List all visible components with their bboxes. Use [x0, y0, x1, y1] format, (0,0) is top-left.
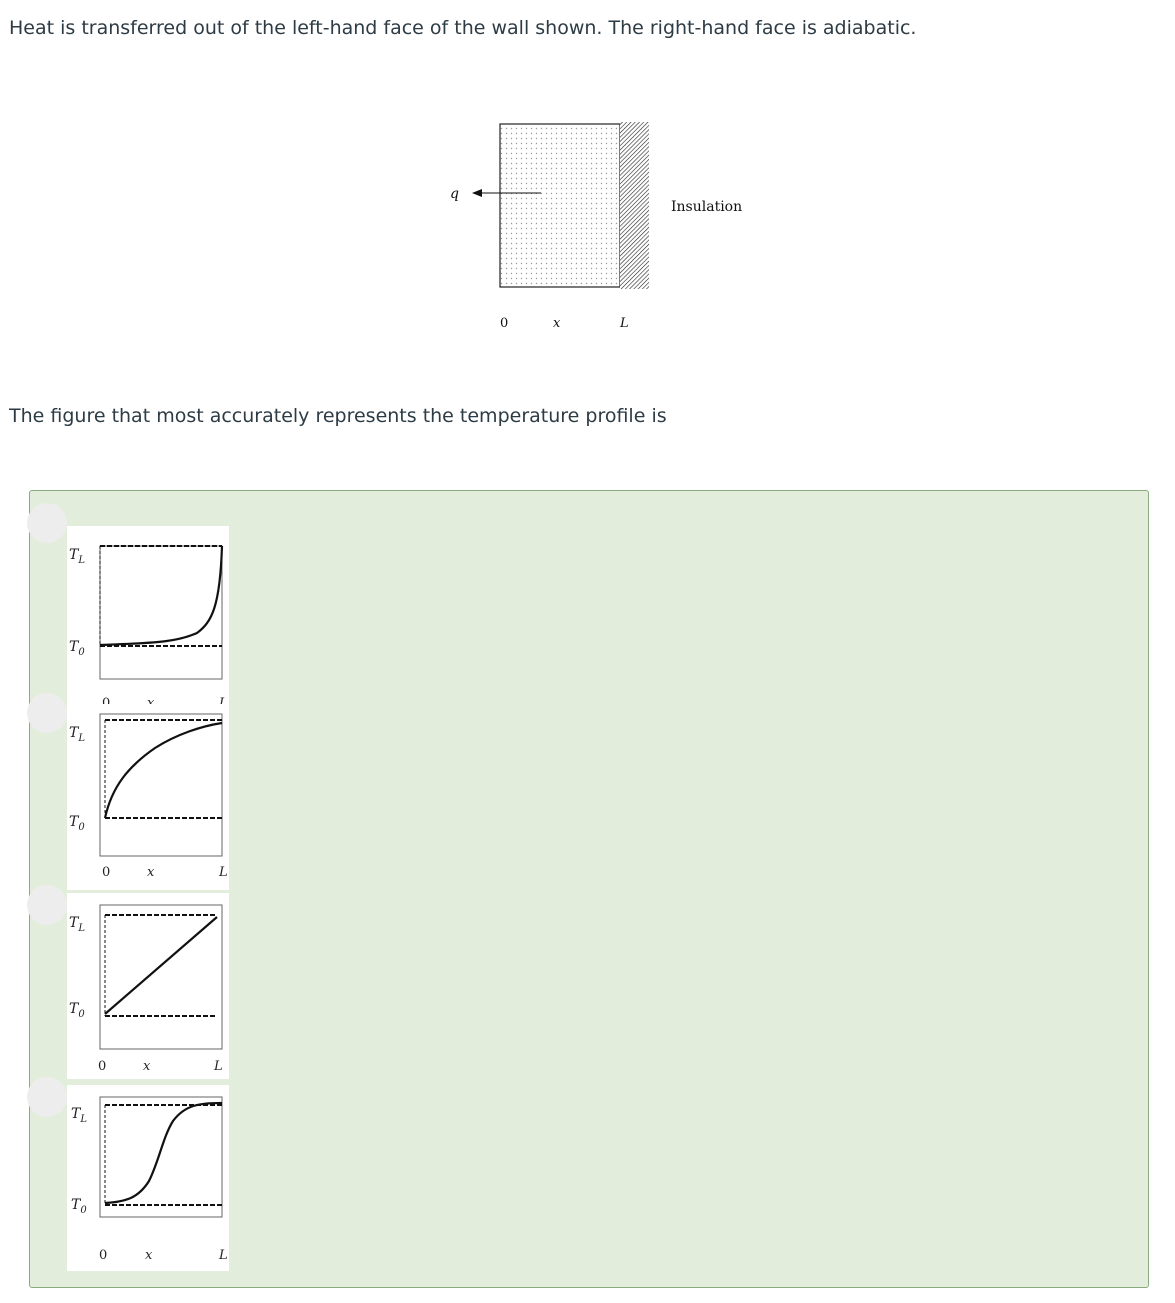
wall-axis-origin: 0 — [500, 316, 509, 331]
wall-diagram — [420, 112, 760, 342]
profile-curve — [105, 1103, 222, 1203]
question-stem: Heat is transferred out of the left-hand face of the wall shown. The right-hand face is adiabatic. — [9, 17, 917, 39]
temperature-plot — [67, 893, 229, 1079]
axis-end: L — [219, 865, 228, 880]
profile-curve — [105, 723, 222, 818]
label-T0: $T_0$ — [69, 1001, 85, 1020]
label-TL: $T_L$ — [69, 547, 85, 566]
temperature-plot — [67, 704, 229, 890]
radio-button[interactable] — [27, 885, 67, 925]
heat-label: q — [450, 186, 459, 202]
radio-button[interactable] — [27, 693, 67, 733]
wall-axis-end: L — [620, 316, 629, 331]
label-TL: $T_L$ — [69, 725, 85, 744]
question-prompt: The figure that most accurately represents the temperature profile is — [9, 405, 667, 427]
temperature-plot — [67, 526, 229, 712]
axis-origin: 0 — [99, 1248, 108, 1263]
axis-origin: 0 — [102, 865, 111, 880]
axis-end: L — [219, 1248, 228, 1263]
answer-option-c[interactable] — [30, 888, 290, 1078]
axis-origin: 0 — [102, 696, 111, 711]
answer-option-d[interactable] — [30, 1080, 290, 1270]
axis-origin: 0 — [98, 1059, 107, 1074]
answer-option-a[interactable] — [30, 506, 290, 711]
answer-choices — [29, 490, 1149, 1288]
label-T0: $T_0$ — [69, 639, 85, 658]
arrow-head — [472, 189, 482, 197]
insulation-label: Insulation — [671, 199, 743, 215]
profile-curve — [105, 917, 217, 1014]
axis-end: L — [219, 696, 228, 711]
label-TL: $T_L$ — [71, 1106, 87, 1125]
wall-body — [500, 124, 620, 287]
profile-curve — [100, 546, 222, 645]
label-TL: $T_L$ — [69, 915, 85, 934]
axis-x: x — [143, 1059, 151, 1074]
temperature-plot — [67, 1085, 229, 1271]
axis-x: x — [145, 1248, 153, 1263]
answer-option-b[interactable] — [30, 696, 290, 886]
axis-x: x — [147, 865, 155, 880]
wall-axis-x: x — [553, 316, 561, 331]
label-T0: $T_0$ — [71, 1197, 87, 1216]
radio-button[interactable] — [27, 503, 67, 543]
axis-end: L — [214, 1059, 223, 1074]
label-T0: $T_0$ — [69, 814, 85, 833]
radio-button[interactable] — [27, 1077, 67, 1117]
axis-x: x — [147, 696, 155, 711]
insulation-hatch — [620, 122, 649, 289]
